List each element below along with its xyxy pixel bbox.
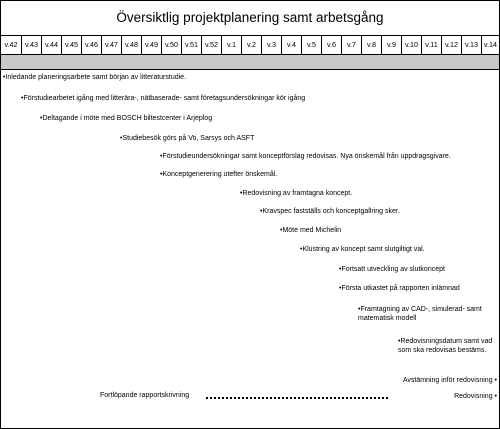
week-cell: v.44 <box>41 36 61 54</box>
activity-label: Redovisningsdatum samt vad som ska redovisas bestäms. <box>398 338 493 354</box>
activity-item <box>240 189 352 198</box>
week-cell: v.14 <box>481 36 499 54</box>
week-cell: v.43 <box>21 36 41 54</box>
activity-label: Deltagande i möte med BOSCH biltestcenter i Arjeplog <box>42 115 213 122</box>
bullet: • <box>494 377 497 384</box>
activity-label: Fortsatt utveckling av slutkoncept <box>341 266 445 273</box>
bullet: • <box>339 266 342 273</box>
activity-item <box>21 94 305 103</box>
activity-label: Första utkastet på rapporten inlämnad <box>341 285 460 292</box>
bullet: • <box>160 171 163 178</box>
page-title: Översiktlig projektplanering samt arbetsgång <box>116 10 384 25</box>
week-cell: v.49 <box>141 36 161 54</box>
bullet: • <box>260 208 263 215</box>
week-cell: v.11 <box>421 36 441 54</box>
activity-label: Avstämning inför redovisning <box>402 377 493 384</box>
week-cell: v.8 <box>361 36 381 54</box>
week-cell: v.4 <box>281 36 301 54</box>
activity-label: Konceptgenerering utefter önskemål. <box>162 171 278 178</box>
bullet: • <box>21 95 24 102</box>
activity-item <box>403 376 497 385</box>
ongoing-dotted-line <box>206 397 388 399</box>
week-header <box>1 35 499 54</box>
bullet: • <box>240 190 243 197</box>
week-cell: v.10 <box>401 36 421 54</box>
week-cell: v.12 <box>441 36 461 54</box>
activity-label: Förstudiearbetet igång med litterära-, nätbaserade- samt företagsundersökningar kör igång <box>23 95 306 102</box>
bullet: • <box>160 153 163 160</box>
week-cell: v.47 <box>101 36 121 54</box>
week-cell: v.7 <box>341 36 361 54</box>
week-cell: v.5 <box>301 36 321 54</box>
bullet: • <box>280 227 283 234</box>
activity-item <box>339 265 445 274</box>
week-cell: v.45 <box>61 36 81 54</box>
activity-label: Möte med Michelin <box>282 227 342 234</box>
ongoing-label: Fortlöpande rapportskrivning <box>100 392 190 399</box>
activity-item <box>454 392 497 401</box>
week-cell: v.3 <box>261 36 281 54</box>
activity-label: Redovisning av framtagna koncept. <box>242 190 353 197</box>
week-cell: v.42 <box>4 40 18 49</box>
activity-label: Förstudieundersökningar samt konceptförslag redovisas. Nya önskemål från uppdragsgivare. <box>162 153 451 160</box>
activity-item <box>160 152 451 161</box>
bullet: • <box>300 246 303 253</box>
week-cell: v.6 <box>321 36 341 54</box>
bullet: • <box>358 306 361 313</box>
activity-label: Redovisning <box>454 393 493 400</box>
week-cell: v.46 <box>81 36 101 54</box>
week-cell: v.1 <box>221 36 241 54</box>
bullet: • <box>339 285 342 292</box>
activity-item <box>3 73 186 82</box>
activity-item <box>120 134 254 143</box>
activity-label: Kravspec fastställs och konceptgallring sker. <box>262 208 400 215</box>
week-cell: v.51 <box>181 36 201 54</box>
activity-label: Framtagning av CAD-, simulerad- samt matematisk modell <box>358 306 482 322</box>
activity-item <box>160 170 277 179</box>
week-cell: v.9 <box>381 36 401 54</box>
bullet: • <box>3 74 6 81</box>
activity-label: Studiebesök görs på Vti, Sarsys och ASFT <box>122 135 255 142</box>
header-band <box>1 54 499 70</box>
bullet: • <box>120 135 123 142</box>
activity-item <box>300 245 425 254</box>
activity-item <box>358 305 498 323</box>
week-cell: v.48 <box>121 36 141 54</box>
activity-item <box>40 114 212 123</box>
activity-item <box>398 337 498 355</box>
week-cell: v.13 <box>461 36 481 54</box>
bullet: • <box>40 115 43 122</box>
activity-label: Klustring av koncept samt slutgiltigt val. <box>302 246 425 253</box>
activity-item <box>280 226 341 235</box>
week-cell: v.2 <box>241 36 261 54</box>
bullet: • <box>398 338 401 345</box>
bullet: • <box>494 393 497 400</box>
week-cell: v.52 <box>201 36 221 54</box>
week-cell: v.50 <box>161 36 181 54</box>
activity-item <box>339 284 460 293</box>
activity-label: Inledande planeringsarbete samt början av litteraturstudie. <box>5 74 187 81</box>
activity-item <box>260 207 400 216</box>
